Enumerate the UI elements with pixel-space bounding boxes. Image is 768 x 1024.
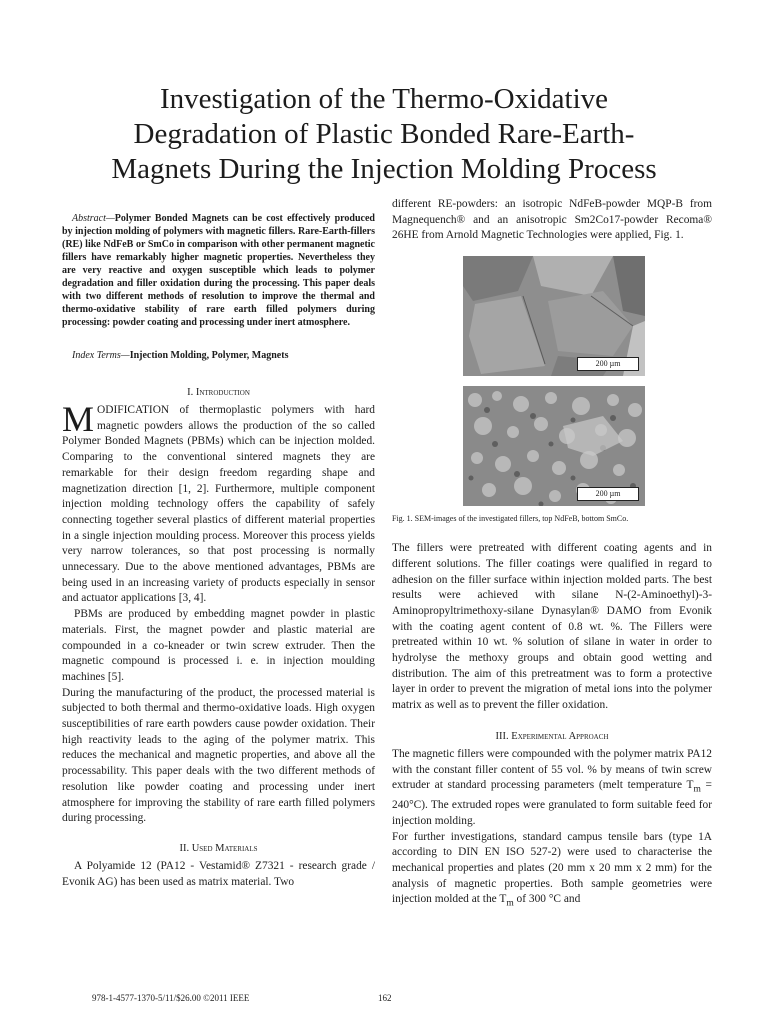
drop-cap: M xyxy=(62,399,95,439)
footer-copyright: 978-1-4577-1370-5/11/$26.00 ©2011 IEEE xyxy=(92,993,250,1003)
melt-temp-subscript-2: m xyxy=(506,898,514,909)
index-terms xyxy=(62,349,375,362)
title-line-3: Magnets During the Injection Molding Process xyxy=(111,153,657,185)
abstract-label: Abstract— xyxy=(72,213,115,224)
figure-caption: Fig. 1. SEM-images of the investigated fillers, top NdFeB, bottom SmCo. xyxy=(392,514,629,524)
section-heading-experimental-approach: III. Experimental Approach xyxy=(495,730,609,742)
experimental-paragraph-1 xyxy=(392,747,712,830)
experimental-p2-b: of 300 °C and xyxy=(513,893,581,906)
paper-title xyxy=(90,82,678,187)
experimental-p1-a: The magnetic fillers were compounded with the polymer matrix PA12 with the constant filler content of 55 vol. % by means of twin screw extruder at standard processing parameters (melt temperature T xyxy=(392,747,712,792)
index-terms-label: Index Terms— xyxy=(72,350,130,361)
materials-paragraph-1: A Polyamide 12 (PA12 - Vestamid® Z7321 - research grade / Evonik AG) has been used as matrix material. Two xyxy=(62,859,375,888)
intro-paragraph-2: PBMs are produced by embedding magnet powder in plastic materials. First, the magnet powder and plastic material are compounded in a co-kneader or twin screw extruder. Then the magnetic compound is processed i. e. in injection moulding machines [5]. xyxy=(62,608,375,683)
abstract xyxy=(62,212,375,329)
figure-1 xyxy=(463,256,645,506)
intro-paragraph-3: During the manufacturing of the product, the processed material is subjected to both thermal and thermo-oxidative loads. High oxygen susceptibilities of rare earth powders cause powder oxidation. Their high reactivity leads to the aging of the polymer matrix. This reduces the mechanical and magnetic properties, and above all the processability. This paper deals with the two different methods of resolution like powder coating and processing under inert atmosphere for improving the stability of rare earth filled polymers during processing. xyxy=(62,686,375,825)
materials-paragraph-continued: different RE-powders: an isotropic NdFeB-powder MQP-B from Magnequench® and an anisotropic Sm2Co17-powder Recoma® 26HE from Arnold Magnetic Technologies were applied, Fig. 1. xyxy=(392,198,712,242)
sem-image-smco xyxy=(463,386,645,506)
sem-image-ndfeb xyxy=(463,256,645,376)
intro-paragraph-1 xyxy=(62,399,375,607)
pretreatment-paragraph: The fillers were pretreated with different coating agents and in different solutions. The filler coatings were qualified in regard to adhesion on the filler surface within injection molded parts. The best results were achieved with silane N-(2-Aminoethyl)-3-Aminopropyltrimethoxy-silane Dynasylan® DAMO from Evonik with the coating agent content of 0.8 wt. %. The Fillers were pretreated within 10 wt. % solution of silane in water in order to hydrolyse the methoxy groups and obtain good wetting and distribution. The aim of this pretreatment was to form a protective layer in order to prevent the migration of metal ions into the polymer matrix as well as to prevent the filler oxidation. xyxy=(392,542,712,712)
experimental-paragraph-2 xyxy=(392,830,712,913)
title-line-1: Investigation of the Thermo-Oxidative xyxy=(159,83,609,115)
scale-bar-bottom: 200 µm xyxy=(577,487,639,501)
section-heading-introduction: I. Introduction xyxy=(187,387,250,398)
melt-temp-subscript: m xyxy=(693,784,701,795)
right-column xyxy=(392,197,712,912)
experimental-p1-b: = 240°C). The extruded ropes were granulated to form suitable feed for injection molding. xyxy=(392,779,712,827)
scale-bar-top: 200 µm xyxy=(577,357,639,371)
left-column xyxy=(62,212,375,890)
section-heading-used-materials: II. Used Materials xyxy=(179,842,258,854)
index-terms-text: Injection Molding, Polymer, Magnets xyxy=(129,350,289,361)
title-line-2: Degradation of Plastic Bonded Rare-Earth- xyxy=(133,118,635,150)
abstract-text: Polymer Bonded Magnets can be cost effectively produced by injection molding of polymers with magnetic fillers. Rare-Earth-fillers (RE) like NdFeB or SmCo in comparison with other permanent magnetic fillers have remarkably higher magnetic properties. Nevertheless they are very reactive and oxygen susceptible which leads to polymer degradation and filler oxidation during the processing. This paper deals with two different methods of resolution to improve the thermal and thermo-oxidative stability of rare earth filled polymers during processing: powder coating and processing under inert atmosphere. xyxy=(62,213,375,328)
page-number: 162 xyxy=(378,993,392,1003)
intro-paragraph-1-text: ODIFICATION of thermoplastic polymers with hard magnetic powders allows the production of the so called Polymer Bonded Magnets (PBMs) which can be injection molded. Comparing to the conventional sintered magnets they are remarkable for their design freedom regarding shape and magnetization direction [1, 2]. Furthermore, multiple component injection molding technology offers the capability of safely connecting together several plastics of different material properties in a single injection moulding process. Moreover this process yields very narrow tolerances, so that post processing is normally unnecessary. Due to the above mentioned advantages, PBMs are being used in an increasing variety of products especially in sensor and actuator applications [3, 4]. xyxy=(62,404,375,605)
experimental-p2-a: For further investigations, standard campus tensile bars (type 1A according to DIN EN ISO 527-2) were used to characterise the mechanical properties and plates (20 mm x 20 mm x 2 mm) for the analysis of magnetic properties. Both sample geometries were injection molded at the T xyxy=(392,830,712,906)
